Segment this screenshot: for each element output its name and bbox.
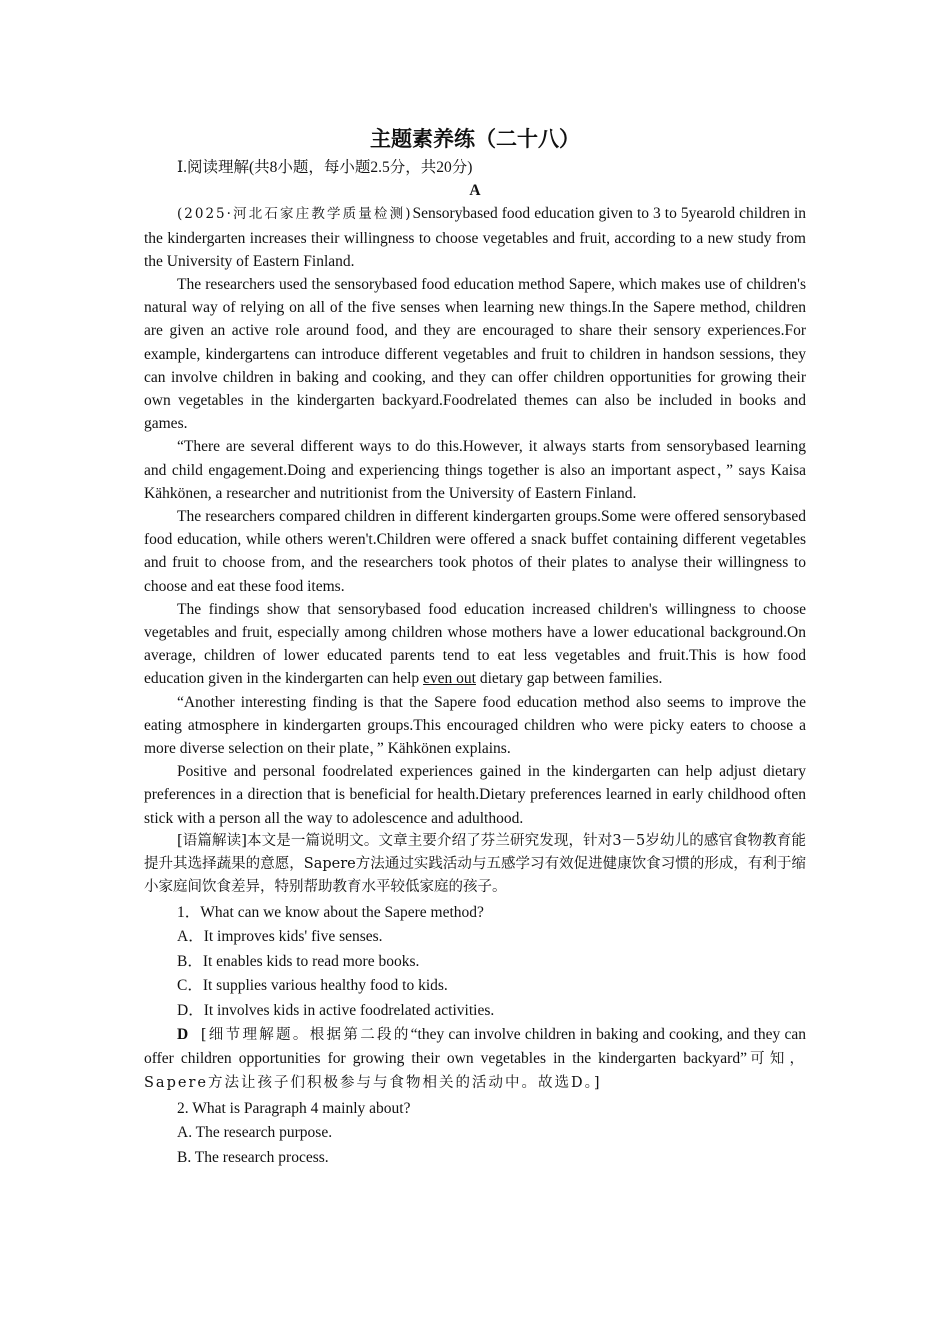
paragraph-5 (144, 598, 806, 691)
question-1-stem: 1．What can we know about the Sapere method? (177, 903, 484, 921)
document-page (144, 124, 806, 1170)
analysis-text: 本文是一篇说明文。文章主要介绍了芬兰研究发现，针对3－5岁幼儿的感官食物教育能提升其选择蔬果的意愿，Sapere方法通过实践活动与五感学习有效促进健康饮食习惯的形成，有利于缩小家庭间饮食差异，特别帮助教育水平较低家庭的孩子。 (144, 832, 806, 896)
paragraph-7: Positive and personal foodrelated experiences gained in the kindergarten can help adjust dietary preferences in a direction that is beneficial for health.Dietary preferences learned in early childhood often stick with a person all the way to adolescence and adulthood. (144, 763, 806, 827)
q1-explanation (144, 1023, 806, 1096)
q1-explanation-cn-b: 可知，Sapere方法让孩子们积极参与与食物相关的活动中。故选D。] (144, 1051, 807, 1092)
page-title: 主题素养练（二十八） (370, 126, 580, 151)
paragraph-5-text-a: The findings show that sensorybased food education increased children's willingness to choose vegetables and fruit, especially among children whose mothers have a lower educational background.On average, children of lower educated parents tend to eat less vegetables and fruit.This is how food education given in the kindergarten can help (144, 600, 806, 688)
analysis-bracket-open: [ (177, 832, 183, 849)
analysis-bracket-close: ] (241, 832, 247, 849)
paragraph-1-text: Sensorybased food education given to 3 to 5yearold children in the kindergarten increases their willingness to choose vegetables and fruit, according to a new study from the University of Eastern Finland. (144, 205, 806, 270)
passage-analysis (144, 830, 806, 900)
question-2-stem: 2. What is Paragraph 4 mainly about? (177, 1099, 411, 1117)
q1-answer: D (177, 1026, 189, 1043)
paragraph-4: The researchers compared children in different kindergarten groups.Some were offered sensorybased food education, while others weren't.Children were offered a snack buffet containing different vegetables and fruit to choose from, and the researchers took photos of their plates to analyse their willingness to choose and eat these food items. (144, 508, 806, 595)
q2-option-a: A. The research purpose. (177, 1124, 333, 1142)
underlined-phrase: even out (423, 670, 476, 688)
paragraph-3: “There are several different ways to do this.However, it always starts from sensorybased learning and child engagement.Doing and experiencing things together is also an important aspect，” says Kaisa Kähkönen, a researcher and nutritionist from the University of Eastern Finland. (144, 438, 806, 502)
part-letter: A (469, 182, 481, 200)
q1-option-a: A．It improves kids' five senses. (177, 928, 383, 945)
paragraph-5-text-b: dietary gap between families. (476, 670, 663, 688)
source-note: (2025·河北石家庄教学质量检测) (177, 206, 413, 223)
paragraph-6: “Another interesting finding is that the Sapere food education method also seems to improve the eating atmosphere in kindergarten groups.This encouraged children who were picky eaters to choose a more diverse selection on their plate，” Kähkönen explains. (144, 693, 806, 758)
q1-option-c: C．It supplies various healthy food to kids. (177, 977, 448, 994)
analysis-label: 语篇解读 (182, 832, 242, 849)
paragraph-1 (144, 202, 806, 273)
q2-option-b: B. The research process. (177, 1148, 329, 1166)
q1-explanation-en: “they can involve children in baking and cooking, and they can offer children opportunities for growing their own vegetables in the kindergarten backyard” (144, 1026, 807, 1068)
q1-option-d: D．It involves kids in active foodrelated activities. (177, 1001, 495, 1019)
section-heading: Ⅰ.阅读理解(共8小题，每小题2.5分，共20分) (177, 159, 473, 176)
q1-option-b: B．It enables kids to read more books. (177, 952, 420, 970)
q1-explanation-cn-a: [细节理解题。根据第二段的 (200, 1027, 411, 1043)
paragraph-2: The researchers used the sensorybased food education method Sapere, which makes use of children's natural way of relying on all of the five senses when learning new things.In the Sapere method, children are given an active role around food, and they are encouraged to share their sensory experiences.For example, kindergartens can introduce different vegetables and fruit to children in handson sessions, they can involve children in baking and cooking, and they can offer children opportunities for growing their own vegetables in the kindergarten backyard.Foodrelated themes can also be included in books and games. (144, 276, 806, 433)
